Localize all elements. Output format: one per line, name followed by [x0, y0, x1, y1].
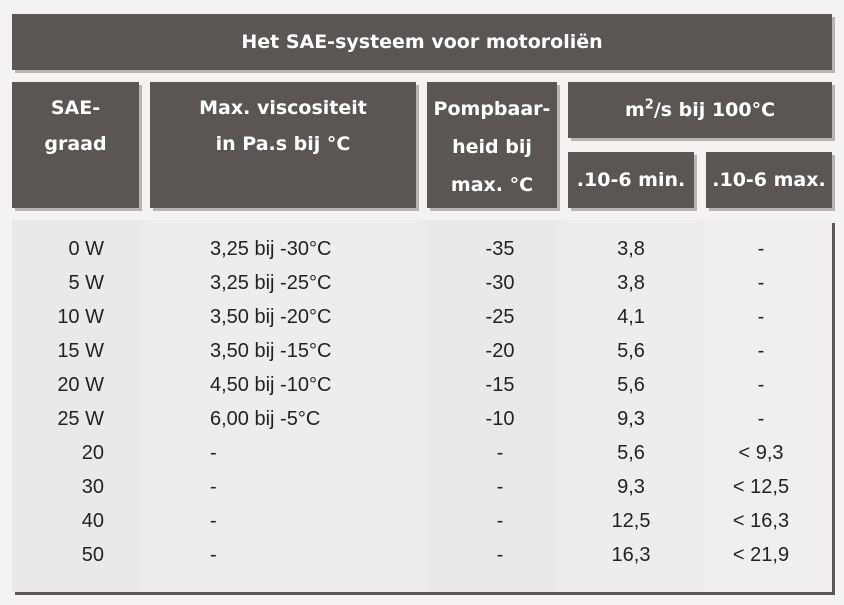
cell-max: - [757, 238, 765, 260]
cell-max: - [757, 408, 765, 430]
table-row [12, 232, 832, 266]
cell-pump: - [496, 544, 504, 566]
cell-min: 9,3 [617, 408, 645, 430]
cell-grade: 0 W [68, 238, 104, 260]
cell-grade: 20 [81, 442, 104, 464]
header-sae-grade-line2: graad [44, 133, 107, 155]
cell-grade: 25 W [57, 408, 104, 430]
table-row [12, 436, 832, 470]
cell-min: 5,6 [617, 340, 645, 362]
table-row [12, 538, 832, 572]
cell-grade: 5 W [68, 272, 104, 294]
header-m2-prefix: m [624, 99, 645, 121]
header-m2-suffix: /s bij 100°C [653, 99, 776, 121]
header-max-viscosity-line1: Max. viscositeit [199, 97, 367, 119]
header-pumpability-line3: max. °C [450, 174, 534, 196]
cell-pump: - [496, 442, 504, 464]
cell-pump: -30 [485, 272, 515, 294]
cell-grade: 40 [81, 510, 104, 532]
cell-visc: 3,25 bij -25°C [210, 272, 332, 294]
header-pumpability [427, 82, 557, 208]
header-max-text: .10-6 max. [712, 169, 826, 191]
cell-pump: -10 [485, 408, 515, 430]
header-m2-superscript: 2 [644, 97, 654, 113]
cell-pump: -35 [485, 238, 515, 260]
cell-max: - [757, 374, 765, 396]
table-row [12, 368, 832, 402]
cell-grade: 50 [81, 544, 104, 566]
cell-min: 3,8 [617, 272, 645, 294]
cell-min: 16,3 [611, 544, 651, 566]
cell-grade: 20 W [57, 374, 104, 396]
header-sae-grade [12, 82, 139, 208]
header-kinematic-viscosity [568, 82, 832, 138]
cell-visc: - [210, 544, 217, 566]
cell-visc: 3,50 bij -20°C [210, 306, 332, 328]
table-title [12, 14, 832, 70]
cell-pump: -25 [485, 306, 515, 328]
table-row [12, 300, 832, 334]
cell-visc: 3,50 bij -15°C [210, 340, 332, 362]
header-sae-grade-line1: SAE- [50, 97, 101, 119]
cell-grade: 15 W [57, 340, 104, 362]
header-max-viscosity [150, 82, 416, 208]
table-body [12, 220, 832, 592]
cell-max: < 21,9 [732, 544, 790, 566]
cell-pump: - [496, 510, 504, 532]
cell-max: - [757, 306, 765, 328]
cell-min: 12,5 [611, 510, 651, 532]
header-pumpability-line2: heid bij [452, 136, 532, 158]
cell-grade: 30 [81, 476, 104, 498]
cell-max: < 16,3 [732, 510, 790, 532]
table-row [12, 334, 832, 368]
cell-pump: -20 [485, 340, 515, 362]
table-row [12, 402, 832, 436]
cell-grade: 10 W [57, 306, 104, 328]
cell-min: 3,8 [617, 238, 645, 260]
cell-min: 5,6 [617, 442, 645, 464]
cell-pump: - [496, 476, 504, 498]
cell-max: - [757, 272, 765, 294]
table-row [12, 266, 832, 300]
header-pumpability-line1: Pompbaar- [433, 98, 551, 120]
header-max [706, 152, 832, 208]
cell-min: 4,1 [617, 306, 645, 328]
header-min [568, 152, 694, 208]
header-max-viscosity-line2: in Pa.s bij °C [215, 133, 351, 155]
cell-visc: 6,00 bij -5°C [210, 408, 321, 430]
cell-visc: 3,25 bij -30°C [210, 238, 332, 260]
cell-pump: -15 [485, 374, 515, 396]
table-row [12, 504, 832, 538]
cell-min: 9,3 [617, 476, 645, 498]
cell-max: < 12,5 [732, 476, 790, 498]
table-title-text: Het SAE-systeem voor motoroliën [241, 31, 603, 53]
cell-min: 5,6 [617, 374, 645, 396]
cell-visc: - [210, 476, 217, 498]
header-min-text: .10-6 min. [576, 169, 686, 191]
cell-max: < 9,3 [738, 442, 784, 464]
cell-visc: - [210, 442, 217, 464]
cell-max: - [757, 340, 765, 362]
table-row [12, 470, 832, 504]
header-kinematic-viscosity-text [625, 92, 775, 128]
cell-visc: 4,50 bij -10°C [210, 374, 332, 396]
cell-visc: - [210, 510, 217, 532]
